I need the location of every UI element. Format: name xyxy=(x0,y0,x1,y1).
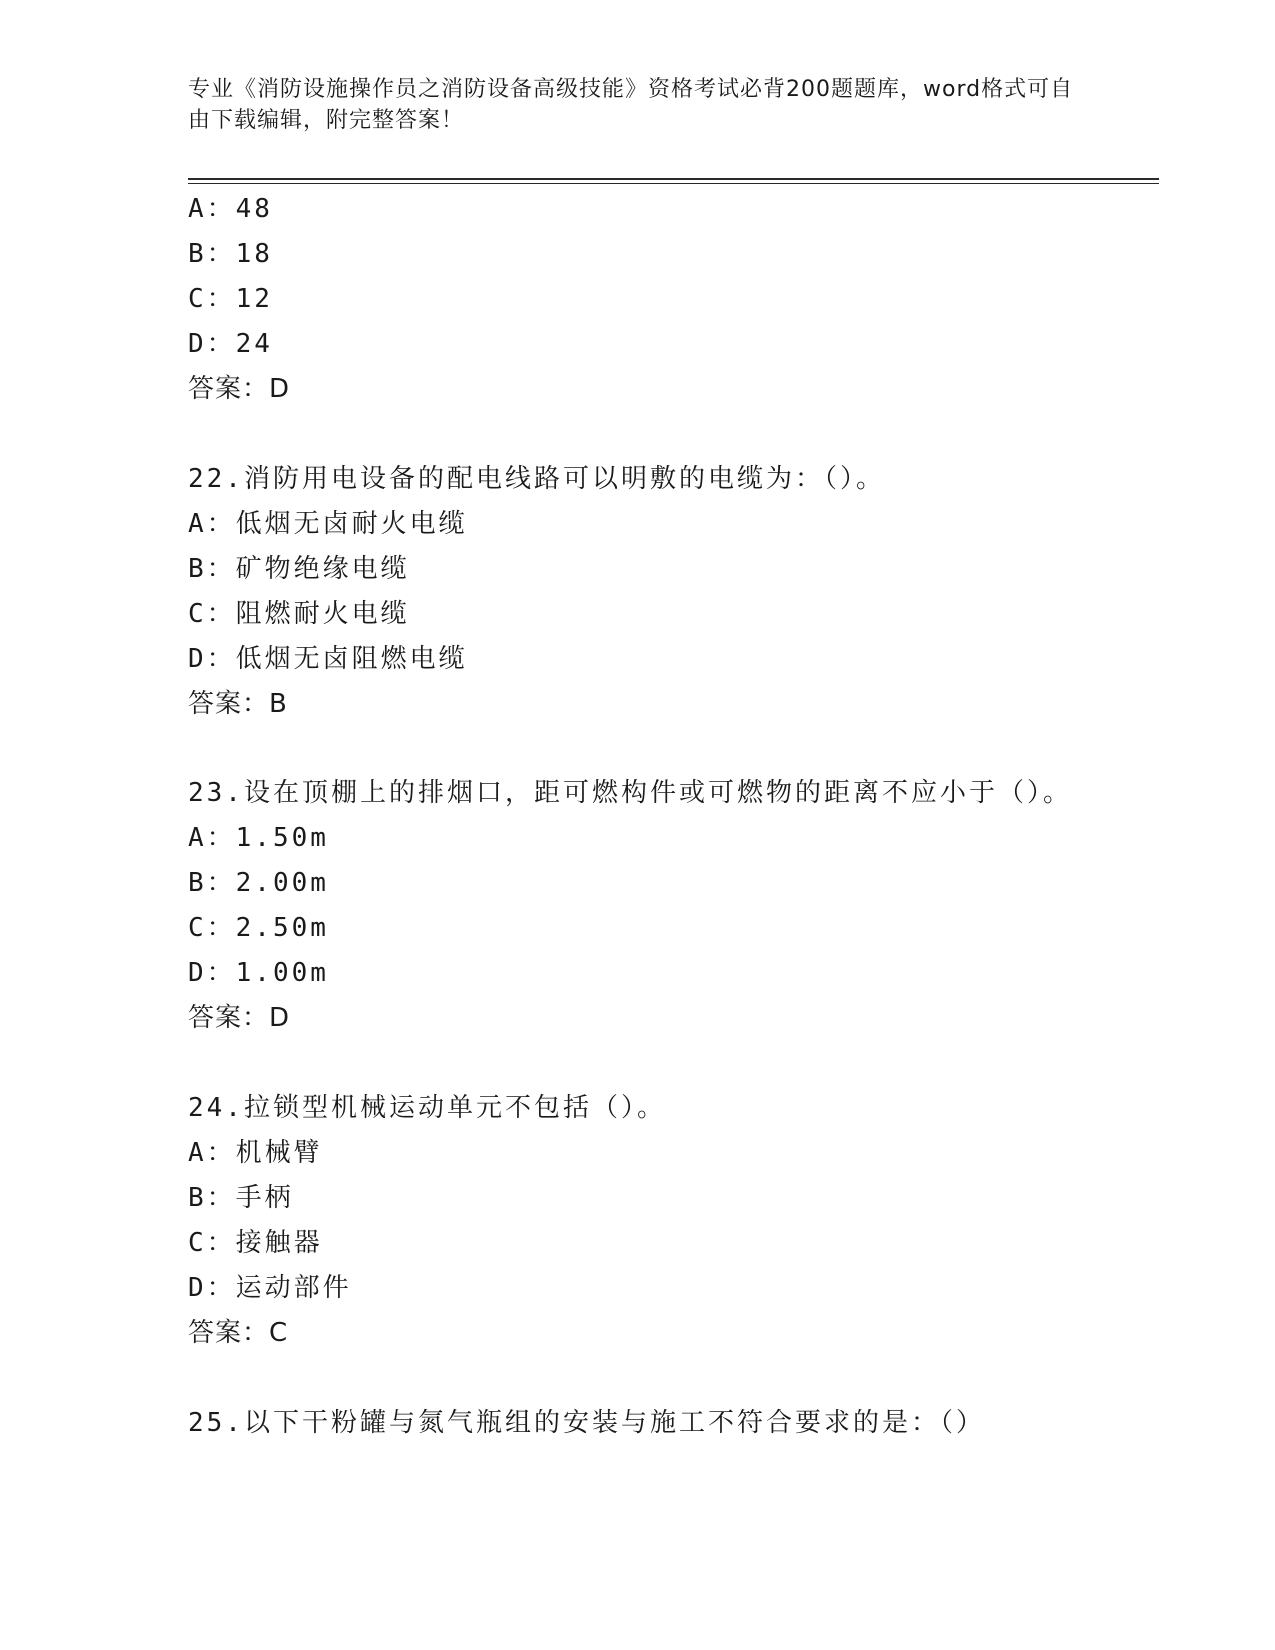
q22-answer: 答案：B xyxy=(188,689,288,719)
q23-answer: 答案：D xyxy=(188,1003,291,1033)
q22-option-d: D：低烟无卤阻燃电缆 xyxy=(188,644,468,674)
q24-option-c: C：接触器 xyxy=(188,1228,323,1258)
header-divider xyxy=(188,178,1159,180)
q24-option-b: B：手柄 xyxy=(188,1183,294,1213)
document-header: 专业《消防设施操作员之消防设备高级技能》资格考试必背200题题库，word格式可自由下载编辑，附完整答案！ xyxy=(188,77,1074,133)
q23-option-b: B：2.00m xyxy=(188,868,329,898)
q24-answer: 答案：C xyxy=(188,1318,289,1348)
q24-option-a: A：机械臂 xyxy=(188,1138,323,1168)
q22-option-c: C：阻燃耐火电缆 xyxy=(188,599,410,629)
q22-option-a: A：低烟无卤耐火电缆 xyxy=(188,509,468,539)
q23-stem: 23.设在顶棚上的排烟口，距可燃构件或可燃物的距离不应小于（）。 xyxy=(188,778,1072,808)
q21-answer: 答案：D xyxy=(188,374,291,404)
q24-option-d: D：运动部件 xyxy=(188,1273,352,1303)
q21-option-c: C：12 xyxy=(188,284,273,314)
q24-stem: 24.拉锁型机械运动单元不包括（）。 xyxy=(188,1093,666,1123)
q21-option-b: B：18 xyxy=(188,239,273,269)
q23-option-c: C：2.50m xyxy=(188,913,329,943)
q21-option-a: A：48 xyxy=(188,194,273,224)
q22-option-b: B：矿物绝缘电缆 xyxy=(188,554,410,584)
q23-option-a: A：1.50m xyxy=(188,823,329,853)
q21-option-d: D：24 xyxy=(188,329,273,359)
q25-stem: 25.以下干粉罐与氮气瓶组的安装与施工不符合要求的是：（） xyxy=(188,1408,985,1438)
q23-option-d: D：1.00m xyxy=(188,958,329,988)
header-divider-thin xyxy=(188,183,1159,184)
q22-stem: 22.消防用电设备的配电线路可以明敷的电缆为：（）。 xyxy=(188,464,885,494)
